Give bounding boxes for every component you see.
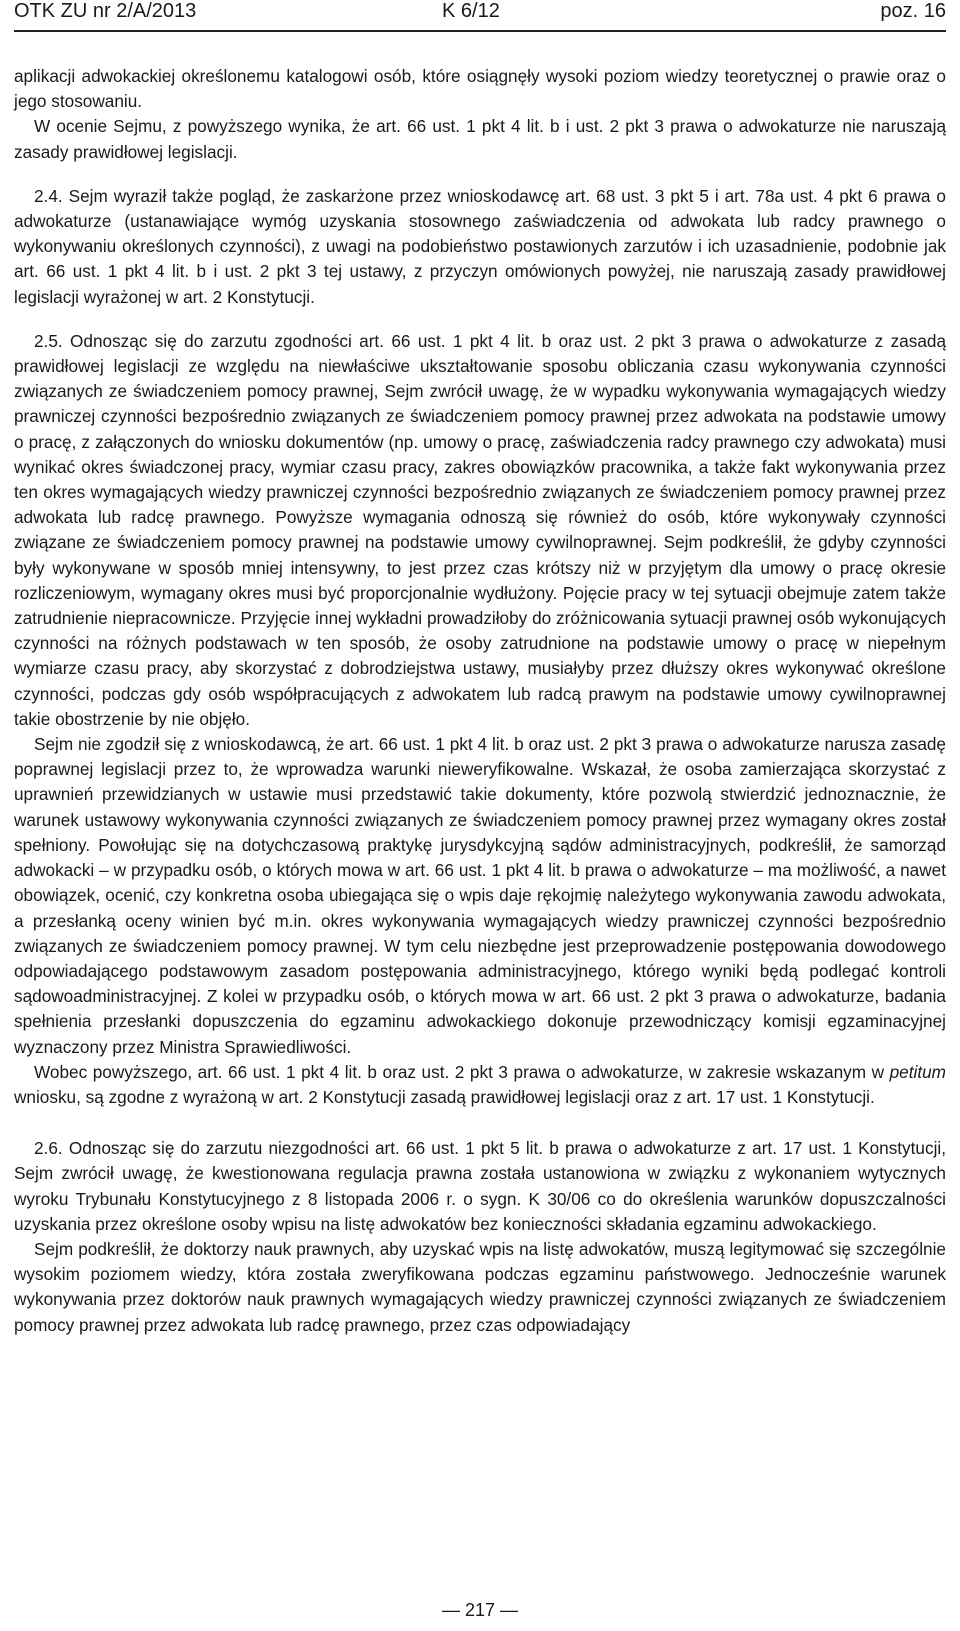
position-number: poz. 16	[880, 0, 946, 22]
paragraph-conclusion	[14, 1060, 946, 1110]
document-body	[14, 64, 946, 1338]
page-footer	[0, 1600, 960, 1620]
petitum-term: petitum	[889, 1061, 946, 1082]
paragraph-2-5: 2.5. Odnosząc się do zarzutu zgodności art. 66 ust. 1 pkt 4 lit. b oraz ust. 2 pkt 3 prawa o adwokaturze z zasadą prawidłowej legislacji ze względu na niewłaściwe ukształtowanie sposobu obliczania czasu wykonywania czynności związanych ze świadczeniem pomocy prawnej, Sejm zwrócił uwagę, że w wypadku wykonywania wymagających wiedzy prawniczej czynności bezpośrednio związanych ze świadczeniem pomocy prawnej przez adwokata na podstawie umowy o pracę, z załączonych do wniosku dokumentów (np. umowy o pracę, zaświadczenia radcy prawnego czy adwokata) musi wynikać okres świadczonej pracy, wymiar czasu pracy, zakres obowiązków pracownika, a także fakt wykonywania przez ten okres wymagających wiedzy prawniczej czynności bezpośrednio związanych ze świadczeniem pomocy prawnej przez adwokata lub radcę prawnego. Powyższe wymagania odnoszą się również do osób, które wykonywały czynności związane ze świadczeniem pomocy prawnej na podstawie umowy cywilnoprawnej. Sejm podkreślił, że gdyby czynności były wykonywane w sposób mniej intensywny, to jest przez czas krótszy niż w przyjętym dla umowy o pracę okresie rozliczeniowym, wymagany okres musi być proporcjonalnie wydłużony. Pojęcie pracy w tej sytuacji obejmuje zatem także zatrudnienie niepracownicze. Przyjęcie innej wykładni prowadziłoby do zróżnicowania sytuacji prawnej osób wykonujących czynności na różnych podstawach w ten sposób, że osoby zatrudnione na podstawie umowy o pracę w niepełnym wymiarze czasu pracy, aby skorzystać z dobrodziejstwa ustawy, musiałyby przez dłuższy okres wykonywać określone czynności, podczas gdy osób współpracujących z adwokatem lub radcą prawym na podstawie umowy cywilnoprawnej takie obostrzenie by nie objęło.	[14, 330, 946, 729]
conclusion-text-start: Wobec powyższego, art. 66 ust. 1 pkt 4 lit. b oraz ust. 2 pkt 3 prawa o adwokaturze, w zakresie wskazanym w	[34, 1061, 890, 1082]
page-number: — 217 —	[441, 1600, 519, 1620]
page-header	[14, 0, 946, 32]
paragraph-sejm-opinion: W ocenie Sejmu, z powyższego wynika, że art. 66 ust. 1 pkt 4 lit. b i ust. 2 pkt 3 prawa o adwokaturze nie naruszają zasady prawidłowej legislacji.	[14, 116, 946, 162]
paragraph-2-4: 2.4. Sejm wyraził także pogląd, że zaskarżone przez wnioskodawcę art. 68 ust. 3 pkt 5 i art. 78a ust. 4 pkt 6 prawa o adwokaturze (ustanawiające wymóg uzyskania stosownego zaświadczenia od adwokata lub radcy prawnego o wykonywaniu określonych czynności), z uwagi na podobieństwo postawionych zarzutów i ich uzasadnienie, podobnie jak art. 66 ust. 1 pkt 4 lit. b i ust. 2 pkt 3 tej ustawy, z przyczyn omówionych powyżej, nie naruszają zasady prawidłowej legislacji wyrażonej w art. 2 Konstytucji.	[14, 185, 946, 307]
conclusion-text-end: wniosku, są zgodne z wyrażoną w art. 2 Konstytucji zasadą prawidłowej legislacji oraz z art. 17 ust. 1 Konstytucji.	[14, 1086, 875, 1107]
paragraph-doctors: Sejm podkreślił, że doktorzy nauk prawnych, aby uzyskać wpis na listę adwokatów, muszą legitymować się szczególnie wysokim poziomem wiedzy, która została zweryfikowana podczas egzaminu państwowego. Jednocześnie warunek wykonywania przez doktorów nauk prawnych wymagających wiedzy prawniczej czynności związanych ze świadczeniem pomocy prawnej przez adwokata lub radcę prawnego, przez czas odpowiadający	[14, 1238, 946, 1335]
journal-reference: OTK ZU nr 2/A/2013	[14, 0, 197, 22]
paragraph-continuation: aplikacji adwokackiej określonemu katalogowi osób, które osiągnęły wysoki poziom wiedzy teoretycznej o prawie oraz o jego stosowaniu.	[14, 66, 946, 112]
case-signature: K 6/12	[442, 0, 500, 22]
paragraph-2-6: 2.6. Odnosząc się do zarzutu niezgodności art. 66 ust. 1 pkt 5 lit. b prawa o adwokaturze z art. 17 ust. 1 Konstytucji, Sejm zwrócił uwagę, że kwestionowana regulacja prawna została ustanowiona w związku z wykonaniem wytycznych wyroku Trybunału Konstytucyjnego z 8 listopada 2006 r. o sygn. K 30/06 co do określenia warunków dopuszczalności uzyskania przez określone osoby wpisu na listę adwokatów bez konieczności składania egzaminu adwokackiego.	[14, 1138, 946, 1234]
paragraph-sejm-disagrees: Sejm nie zgodził się z wnioskodawcą, że art. 66 ust. 1 pkt 4 lit. b oraz ust. 2 pkt 3 prawa o adwokaturze narusza zasadę poprawnej legislacji przez to, że wprowadza warunki nieweryfikowalne. Wskazał, że osoba zamierzająca skorzystać z uprawnień przewidzianych w ustawie musi przedstawić takie dokumenty, które pozwolą stwierdzić jednoznacznie, że warunek ustawowy wykonywania czynności związanych ze świadczeniem pomocy prawnej przez wymagany okres został spełniony. Powołując się na dotychczasową praktykę jurysdykcyjną sądów administracyjnych, podkreślił, że samorząd adwokacki – w przypadku osób, o których mowa w art. 66 ust. 1 pkt 4 lit. b prawa o adwokaturze – ma możliwość, a nawet obowiązek, ocenić, czy konkretna osoba ubiegająca się o wpis daje rękojmię należytego wykonywania zawodu adwokata, a przesłanką oceny winien być m.in. okres wykonywania wymagających wiedzy prawniczej czynności bezpośrednio związanych ze świadczeniem pomocy prawnej. W tym celu niezbędne jest przeprowadzenie postępowania dowodowego odpowiadającego podstawowym zasadom postępowania administracyjnego, którego wyniki będą podlegać kontroli sądowoadministracyjnej. Z kolei w przypadku osób, o których mowa w art. 66 ust. 2 pkt 3 prawa o adwokaturze, badania spełnienia przesłanki dopuszczenia do egzaminu adwokackiego dokonuje przewodniczący komisji egzaminacyjnej wyznaczony przez Ministra Sprawiedliwości.	[14, 734, 946, 1057]
